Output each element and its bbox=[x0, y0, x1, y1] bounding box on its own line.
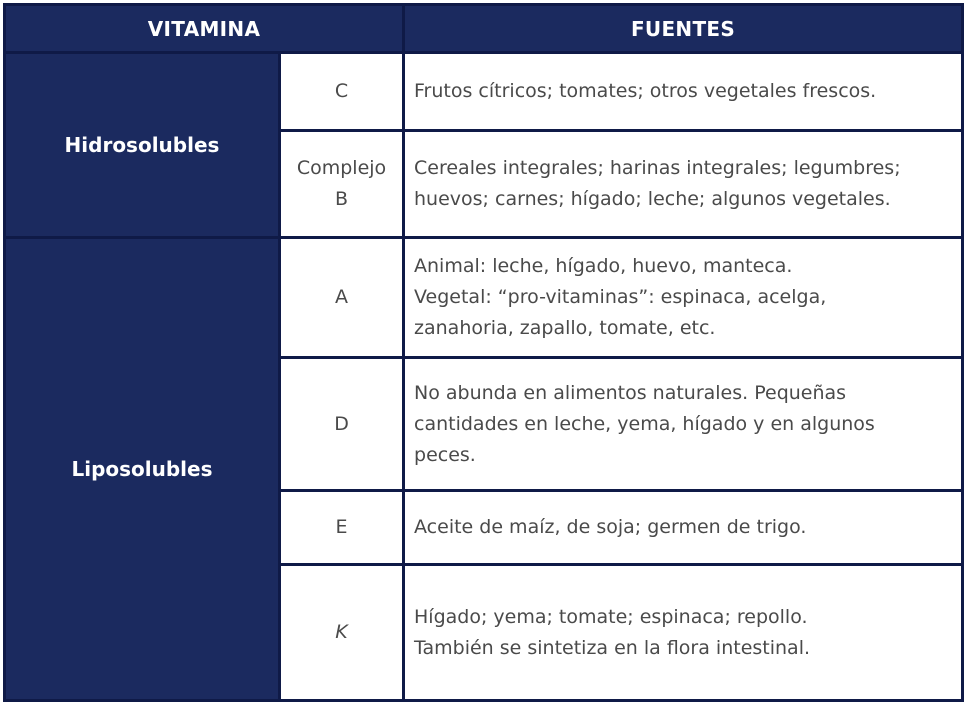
group-liposolubles: Liposolubles bbox=[5, 238, 280, 701]
vitamin-label: A bbox=[335, 286, 348, 308]
source-text: Hígado; yema; tomate; espinaca; repollo. bbox=[414, 605, 808, 628]
vitamin-label: D bbox=[334, 412, 349, 435]
source-cell bbox=[404, 238, 963, 358]
vitamin-cell bbox=[280, 491, 404, 565]
source-text: zanahoria, zapallo, tomate, etc. bbox=[414, 317, 716, 339]
vitamin-cell bbox=[280, 238, 404, 358]
header-vitamina: VITAMINA bbox=[5, 5, 404, 53]
header-row bbox=[5, 5, 963, 53]
source-cell bbox=[404, 565, 963, 701]
vitamin-label: K bbox=[335, 621, 348, 643]
vitamin-cell bbox=[280, 131, 404, 238]
group-hidrosolubles: Hidrosolubles bbox=[5, 53, 280, 238]
table-row bbox=[5, 53, 963, 131]
source-cell bbox=[404, 358, 963, 491]
source-text: peces. bbox=[414, 443, 476, 466]
vitamin-cell bbox=[280, 53, 404, 131]
source-cell bbox=[404, 53, 963, 131]
source-text: No abunda en alimentos naturales. Pequeñas bbox=[414, 381, 847, 404]
source-text: Vegetal: “pro-vitaminas”: espinaca, acelga, bbox=[414, 286, 827, 308]
source-text: También se sintetiza en la flora intestinal. bbox=[414, 636, 811, 659]
source-text: cantidades en leche, yema, hígado y en algunos bbox=[414, 412, 875, 435]
source-text: Aceite de maíz, de soja; germen de trigo. bbox=[414, 516, 807, 538]
source-text: Animal: leche, hígado, huevo, manteca. bbox=[414, 255, 793, 277]
source-text: huevos; carnes; hígado; leche; algunos vegetales. bbox=[414, 188, 891, 210]
vitamin-label: Complejo bbox=[296, 157, 387, 179]
vitamins-table bbox=[3, 3, 964, 702]
vitamin-label: E bbox=[335, 516, 348, 538]
source-text: Frutos cítricos; tomates; otros vegetales frescos. bbox=[414, 80, 877, 102]
source-text: Cereales integrales; harinas integrales; legumbres; bbox=[414, 157, 901, 179]
vitamin-label: B bbox=[334, 188, 349, 210]
source-cell bbox=[404, 131, 963, 238]
header-fuentes: FUENTES bbox=[404, 5, 963, 53]
source-cell bbox=[404, 491, 963, 565]
vitamin-cell bbox=[280, 565, 404, 701]
vitamin-label: C bbox=[334, 80, 349, 102]
table-row bbox=[5, 238, 963, 358]
vitamin-cell bbox=[280, 358, 404, 491]
